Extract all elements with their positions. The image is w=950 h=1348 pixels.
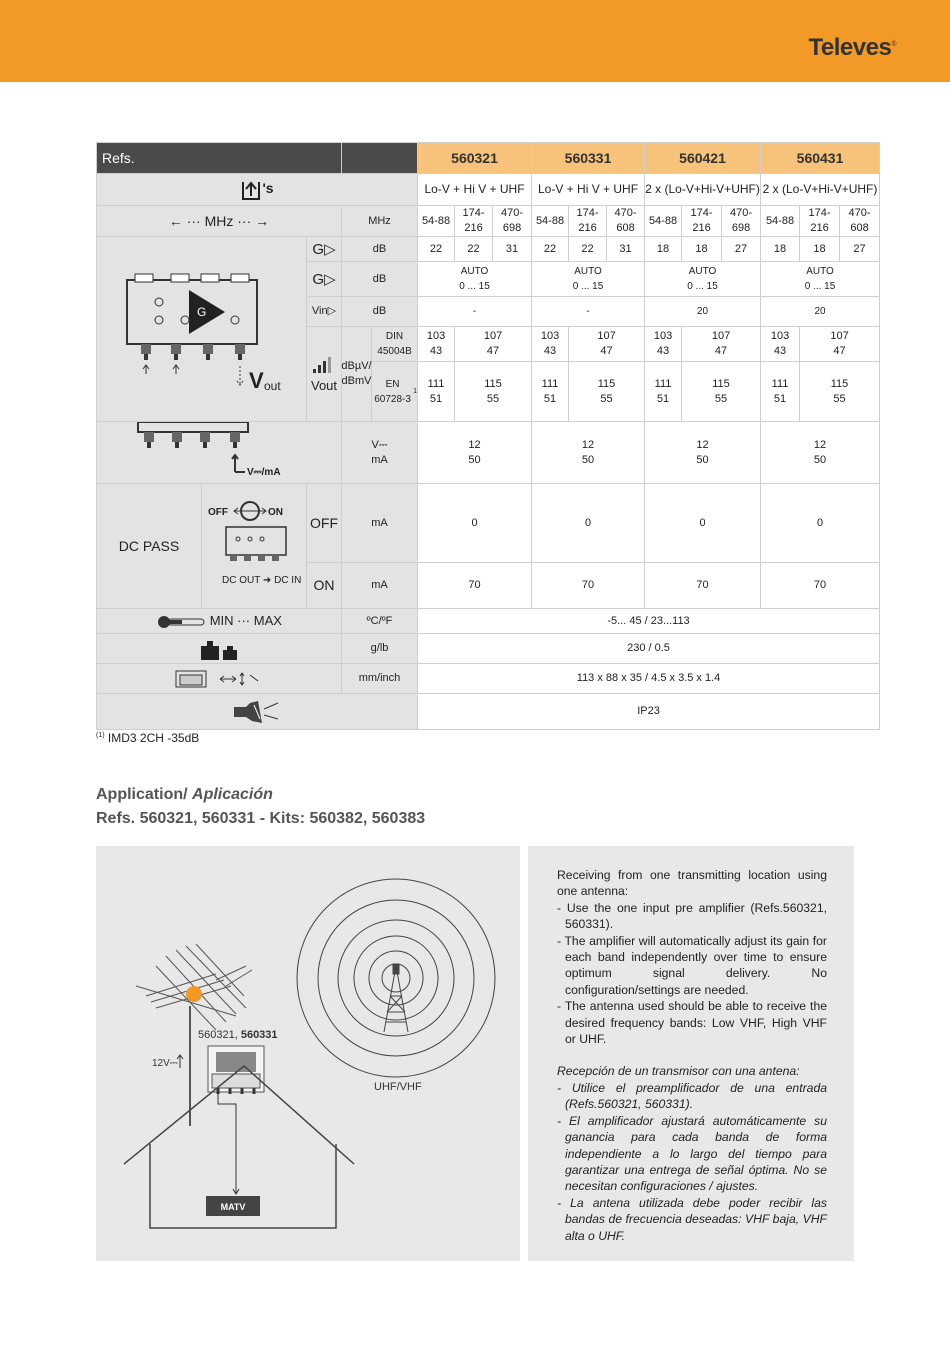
en-value: 111 51 — [532, 362, 569, 422]
din-value: 107 47 — [569, 327, 645, 362]
ip-protection-icon — [232, 699, 282, 725]
dc-off-label: OFF — [307, 484, 342, 563]
gain-value: 18 — [761, 237, 800, 262]
gain-value: 22 — [569, 237, 607, 262]
din-value: 103 43 — [645, 327, 682, 362]
dc-unit: mA — [342, 484, 418, 563]
svg-text:out: out — [264, 378, 281, 393]
power-value: 12 50 — [761, 422, 880, 484]
en-label: EN 60728-3 1 — [374, 378, 418, 405]
footnote: $^{(1)}$ IMD3 2CH -35dB — [96, 731, 200, 745]
en-intro: Receiving from one transmitting location using one antenna: — [557, 868, 827, 899]
agc-value: AUTO 0 ... 15 — [761, 262, 880, 297]
svg-text:12V⎓: 12V⎓ — [152, 1058, 178, 1069]
dc-on-label: ON — [307, 563, 342, 609]
header-bar — [0, 0, 950, 82]
amplifier-icon — [99, 252, 304, 402]
dimensions-icon — [174, 667, 264, 691]
dcpass-label: DC PASS — [97, 484, 202, 609]
gain-value: 18 — [682, 237, 722, 262]
brand-logo: Televes® — [808, 34, 896, 61]
es-list — [557, 1080, 827, 1244]
dc-off-value: 0 — [532, 484, 645, 563]
svg-text:OFF: OFF — [208, 506, 228, 518]
gain-value: 18 — [645, 237, 682, 262]
thermometer-icon — [156, 615, 206, 629]
band-value: 54-88 — [532, 206, 569, 237]
temp-unit: ºC/ºF — [342, 609, 418, 634]
input-arrow-icon — [240, 179, 262, 201]
installation-diagram — [96, 846, 520, 1261]
description-text — [557, 867, 827, 1244]
spec-table — [96, 142, 880, 730]
gain-value: 27 — [722, 237, 761, 262]
ref-header: 560431 — [761, 143, 880, 174]
agc-value: AUTO 0 ... 15 — [532, 262, 645, 297]
din-value: 107 47 — [682, 327, 761, 362]
ref-header: 560321 — [418, 143, 532, 174]
cable — [218, 1094, 236, 1194]
band-value: 174-216 — [682, 206, 722, 237]
input-type: Lo-V + Hi V + UHF — [532, 174, 645, 206]
list-item: - Utilice el preamplificador de una entrada (Refs.560321, 560331). — [557, 1080, 827, 1112]
dcpass-illustration — [202, 484, 307, 609]
freq-label: ← ··· MHz ··· → — [97, 206, 342, 237]
power-value: 12 50 — [418, 422, 532, 484]
power-units: V⎓ mA — [342, 422, 418, 484]
band-value: 470-698 — [722, 206, 761, 237]
agc-unit: dB — [342, 262, 418, 297]
weight-unit: g/lb — [342, 634, 418, 664]
list-item: - La antena utilizada debe poder recibir las bandas de frecuencia deseadas: VHF baja, VHF alta o UHF. — [557, 1195, 827, 1243]
en-value: 115 55 — [682, 362, 761, 422]
en-value: 115 55 — [569, 362, 645, 422]
freq-unit: MHz — [342, 206, 418, 237]
en-list — [557, 900, 827, 1048]
svg-text:V: V — [249, 367, 264, 393]
ref-header: 560421 — [645, 143, 761, 174]
en-value: 115 55 — [455, 362, 532, 422]
list-item: - El amplificador ajustará automáticamente su ganancia para cada banda de forma independiente a lo largo del tiempo para garantizar una entrega de señal óptima. No se necesitan configuraciones / ajustes. — [557, 1113, 827, 1194]
dc-off-value: 0 — [761, 484, 880, 563]
weight-label — [97, 634, 342, 664]
gain-value: 31 — [607, 237, 645, 262]
band-value: 174-216 — [800, 206, 840, 237]
preamp-on-mast-icon — [186, 986, 202, 1002]
agc-value: AUTO 0 ... 15 — [645, 262, 761, 297]
band-value: 54-88 — [418, 206, 455, 237]
vin-value: - — [532, 297, 645, 327]
transmitter-tower-icon — [384, 964, 408, 1032]
ip-label — [97, 694, 418, 730]
band-value: 174-216 — [569, 206, 607, 237]
gain-value: 18 — [800, 237, 840, 262]
gain-unit: dB — [342, 237, 418, 262]
din-value: 103 43 — [532, 327, 569, 362]
svg-text:G: G — [197, 304, 207, 319]
inputs-label: 's — [97, 174, 418, 206]
gain-value: 31 — [493, 237, 532, 262]
power-value: 12 50 — [645, 422, 761, 484]
dc-on-value: 70 — [418, 563, 532, 609]
input-type: Lo-V + Hi V + UHF — [418, 174, 532, 206]
power-illustration — [97, 422, 342, 484]
ip-value: IP23 — [418, 694, 880, 730]
band-value: 174-216 — [455, 206, 493, 237]
dc-off-value: 0 — [645, 484, 761, 563]
gain-value: 22 — [532, 237, 569, 262]
vin-unit: dB — [342, 297, 418, 327]
temp-label: MIN ··· MAX — [97, 609, 342, 634]
din-value: 107 47 — [455, 327, 532, 362]
svg-text:UHF/VHF: UHF/VHF — [374, 1081, 422, 1093]
list-item: - The antenna used should be able to receive the desired frequency bands: Low VHF, High VHF or UHF. — [557, 999, 827, 1047]
dc-switch-icon — [204, 499, 304, 589]
ref-header: 560331 — [532, 143, 645, 174]
dc-off-value: 0 — [418, 484, 532, 563]
application-title: Application/ Aplicación Refs. 560321, 560331 - Kits: 560382, 560383 — [96, 786, 426, 827]
svg-text:MATV: MATV — [220, 1202, 246, 1212]
dim-unit: mm/inch — [342, 664, 418, 694]
list-item: - Use the one input pre amplifier (Refs.560321, 560331). — [557, 900, 827, 932]
power-value: 12 50 — [532, 422, 645, 484]
svg-text:DC OUT ➜ DC IN: DC OUT ➜ DC IN — [222, 574, 302, 586]
gain-value: 22 — [455, 237, 493, 262]
agc-value: AUTO 0 ... 15 — [418, 262, 532, 297]
en-value: 111 51 — [761, 362, 800, 422]
en-value: 115 55 — [800, 362, 880, 422]
band-value: 54-88 — [761, 206, 800, 237]
input-type: 2 x (Lo-V+Hi-V+UHF) — [761, 174, 880, 206]
gain-icon: G▷ — [307, 237, 342, 262]
vout-label: Vout — [307, 327, 342, 422]
din-label: DIN 45004B — [372, 327, 417, 362]
weight-icon — [199, 638, 239, 660]
dc-on-value: 70 — [645, 563, 761, 609]
dim-label — [97, 664, 342, 694]
din-value: 107 47 — [800, 327, 880, 362]
svg-text:560321, 560331: 560321, 560331 — [198, 1029, 278, 1041]
vin-value: 20 — [645, 297, 761, 327]
vout-units: dBµV/ dBmV — [342, 327, 372, 421]
es-intro: Recepción de un transmisor con una antena: — [557, 1064, 800, 1079]
dc-on-value: 70 — [532, 563, 645, 609]
gain-value: 22 — [418, 237, 455, 262]
agc-icon: G▷ — [307, 262, 342, 297]
din-value: 103 43 — [761, 327, 800, 362]
en-value: 111 51 — [418, 362, 455, 422]
band-value: 54-88 — [645, 206, 682, 237]
power-icon — [132, 422, 292, 478]
amplifier-box-icon — [208, 1046, 264, 1094]
list-item: - The amplifier will automatically adjust its gain for each band independently over time to ensure optimum signal delivery. No configuration/settings are needed. — [557, 933, 827, 997]
amplifier-illustration — [97, 237, 307, 422]
weight-value: 230 / 0.5 — [418, 634, 880, 664]
band-value: 470-698 — [493, 206, 532, 237]
band-value: 470-608 — [607, 206, 645, 237]
vin-value: 20 — [761, 297, 880, 327]
voltage-arrow-icon — [177, 1055, 183, 1068]
svg-text:ON: ON — [268, 506, 283, 518]
en-value: 111 51 — [645, 362, 682, 422]
dc-on-value: 70 — [761, 563, 880, 609]
gain-value: 27 — [840, 237, 880, 262]
din-value: 103 43 — [418, 327, 455, 362]
vin-icon: Vin▷ — [307, 297, 342, 327]
dc-unit: mA — [342, 563, 418, 609]
signal-bars-icon — [313, 355, 335, 373]
dim-value: 113 x 88 x 35 / 4.5 x 3.5 x 1.4 — [418, 664, 880, 694]
vin-value: - — [418, 297, 532, 327]
temp-value: -5... 45 / 23...113 — [418, 609, 880, 634]
band-value: 470-608 — [840, 206, 880, 237]
svg-text:V⎓/mA: V⎓/mA — [247, 467, 281, 478]
application-diagram — [96, 846, 520, 1261]
input-type: 2 x (Lo-V+Hi-V+UHF) — [645, 174, 761, 206]
refs-label: Refs. — [97, 143, 342, 174]
